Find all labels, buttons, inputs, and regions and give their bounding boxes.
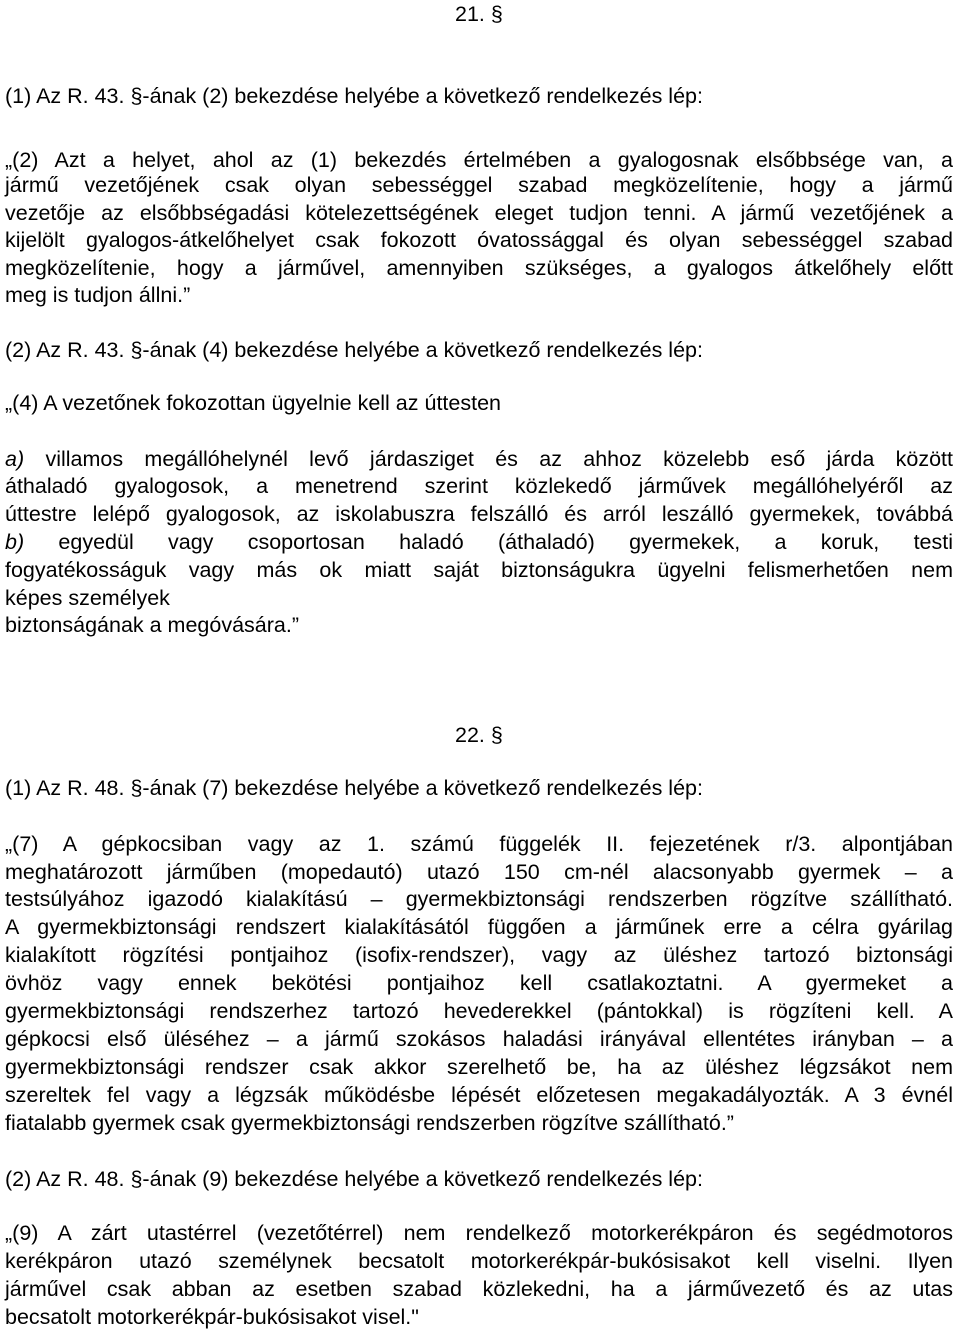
sec22-p1-line: szereltek fel vagy a légzsák működésbe lépését előzetesen megakadályozták. A 3 évnél xyxy=(5,1083,953,1107)
item-b-marker: b) xyxy=(5,530,25,554)
sec21-p1-line: megközelítenie, hogy a járművel, amennyiben szükséges, a gyalogos átkelőhely előtt xyxy=(5,256,953,280)
sec21-item-b-line: fogyatékosságuk vagy más ok miatt saját biztonságukra ügyelni felismerhetően nem xyxy=(5,558,953,582)
section-21-heading: 21. § xyxy=(455,2,503,26)
section-22-heading: 22. § xyxy=(455,723,503,747)
sec21-item-b-line: képes személyek xyxy=(5,586,170,610)
sec21-p1-line: vezetője az elsőbbségadási kötelezettségének eleget tudjon tenni. A jármű vezetőjének a xyxy=(5,201,953,225)
item-b-text: egyedül vagy csoportosan haladó (áthaladó) gyermekek, a koruk, testi xyxy=(58,530,953,554)
sec22-p2-line: járművel csak abban az esetben szabad közlekedni, ha a járművezető és az utas xyxy=(5,1277,953,1301)
sec21-p2-intro: (2) Az R. 43. §-ának (4) bekezdése helyébe a következő rendelkezés lép: xyxy=(5,338,703,362)
sec21-p1-intro: (1) Az R. 43. §-ának (2) bekezdése helyébe a következő rendelkezés lép: xyxy=(5,84,703,108)
sec22-p1-line: meghatározott járműben (mopedautó) utazó 150 cm-nél alacsonyabb gyermek – a xyxy=(5,860,953,884)
sec21-p1-line: kijelölt gyalogos-átkelőhelyet csak fokozott óvatossággal és olyan sebességgel szabad xyxy=(5,228,953,252)
sec21-item-a-line: áthaladó gyalogosok, a menetrend szerint közlekedő járművek megállóhelyéről az xyxy=(5,474,953,498)
sec22-p1-line: fiatalabb gyermek csak gyermekbiztonsági rendszerben rögzítve szállítható.” xyxy=(5,1111,734,1135)
sec22-p2-line: „(9) A zárt utastérrel (vezetőtérrel) nem rendelkező motorkerékpáron és segédmotoros xyxy=(5,1221,953,1245)
sec22-p2-line: becsatolt motorkerékpár-bukósisakot visel." xyxy=(5,1305,419,1329)
sec21-item-a-line: úttestre lelépő gyalogosok, az iskolabuszra felszálló és arról leszálló gyermekek, továbbá xyxy=(5,502,953,526)
sec21-p1-line: „(2) Azt a helyet, ahol az (1) bekezdés értelmében a gyalogosnak elsőbbsége van, a xyxy=(5,148,953,172)
sec22-p1-line: gépkocsi első üléséhez – a jármű szokásos haladási irányával ellentétes irányban – a xyxy=(5,1027,953,1051)
sec22-p1-line: testsúlyához igazodó kialakítású – gyermekbiztonsági rendszerben rögzítve szállítható. xyxy=(5,887,953,911)
sec21-item-b xyxy=(5,532,953,554)
sec21-item-a xyxy=(5,449,953,471)
sec21-item-b-line: biztonságának a megóvására.” xyxy=(5,613,300,637)
item-a-text: villamos megállóhelynél levő járdasziget és az ahhoz közelebb eső járda között xyxy=(45,447,953,471)
sec22-p1-line: gyermekbiztonsági rendszer csak akkor szerelhető be, ha az üléshez légzsákot nem xyxy=(5,1055,953,1079)
sec21-p1-line: meg is tudjon állni.” xyxy=(5,283,191,307)
sec22-p1-intro: (1) Az R. 48. §-ának (7) bekezdése helyébe a következő rendelkezés lép: xyxy=(5,776,703,800)
item-a-marker: a) xyxy=(5,447,25,471)
sec21-p1-line: jármű vezetőjének csak olyan sebességgel szabad megközelítenie, hogy a jármű xyxy=(5,173,953,197)
sec22-p1-line: kialakított rögzítési pontjaihoz (isofix-rendszer), vagy az üléshez tartozó biztonsági xyxy=(5,943,953,967)
sec22-p2-intro: (2) Az R. 48. §-ának (9) bekezdése helyébe a következő rendelkezés lép: xyxy=(5,1167,703,1191)
sec22-p1-line: gyermekbiztonsági rendszerhez tartozó hevederekkel (pántokkal) is rögzíteni kell. A xyxy=(5,999,953,1023)
sec22-p2-line: kerékpáron utazó személynek becsatolt motorkerékpár-bukósisakot kell viselni. Ilyen xyxy=(5,1249,953,1273)
sec22-p1-line: „(7) A gépkocsiban vagy az 1. számú függelék II. fejezetének r/3. alpontjában xyxy=(5,832,953,856)
sec21-p2-lead: „(4) A vezetőnek fokozottan ügyelnie kell az úttesten xyxy=(5,391,501,415)
sec22-p1-line: övhöz vagy ennek bekötési pontjaihoz kell csatlakoztatni. A gyermeket a xyxy=(5,971,953,995)
sec22-p1-line: A gyermekbiztonsági rendszert kialakításától függően a járműnek erre a célra gyárilag xyxy=(5,915,953,939)
